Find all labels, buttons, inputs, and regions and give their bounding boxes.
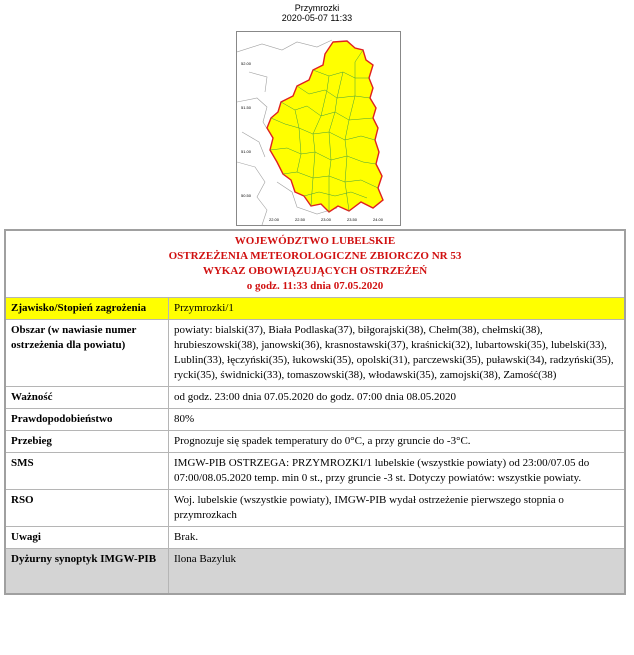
map-datetime: 2020-05-07 11:33 (281, 13, 353, 23)
warning-header (5, 230, 625, 298)
table-row (5, 490, 625, 527)
remarks-value: Brak. (169, 527, 626, 549)
table-row (5, 431, 625, 453)
table-row (5, 298, 625, 320)
header-bulletin: OSTRZEŻENIA METEOROLOGICZNE ZBIORCZO NR 53 (168, 250, 462, 262)
table-row (5, 320, 625, 387)
region-lubelskie (267, 41, 383, 212)
table-row (5, 549, 625, 595)
table-row (5, 387, 625, 409)
probability-value: 80% (169, 409, 626, 431)
rso-label: RSO (5, 490, 169, 527)
lon-label: 22.00 (269, 217, 280, 222)
synoptic-value: Ilona Bazyluk (169, 549, 626, 595)
table-row (5, 453, 625, 490)
map-caption (0, 3, 634, 23)
table-row (5, 527, 625, 549)
map-canvas (237, 32, 400, 225)
header-time: o godz. 11:33 dnia 07.05.2020 (246, 280, 384, 292)
warning-map (236, 31, 401, 226)
lon-label: 22.50 (295, 217, 306, 222)
phenomenon-value: Przymrozki/1 (169, 298, 626, 320)
lat-label: 51.50 (241, 105, 252, 110)
rso-value: Woj. lubelskie (wszystkie powiaty), IMGW-PIB wydał ostrzeżenie pierwszego stopnia o przymrozkach (169, 490, 626, 527)
phenomenon-label: Zjawisko/Stopień zagrożenia (5, 298, 169, 320)
validity-value: od godz. 23:00 dnia 07.05.2020 do godz. 07:00 dnia 08.05.2020 (169, 387, 626, 409)
map-title: Przymrozki (294, 3, 340, 13)
course-value: Prognozuje się spadek temperatury do 0°C, a przy gruncie do -3°C. (169, 431, 626, 453)
lat-label: 50.50 (241, 193, 252, 198)
lat-label: 52.00 (241, 61, 252, 66)
lat-label: 51.00 (241, 149, 252, 154)
header-list: WYKAZ OBOWIĄZUJĄCYCH OSTRZEŻEŃ (202, 265, 428, 277)
probability-label: Prawdopodobieństwo (5, 409, 169, 431)
lon-label: 24.00 (373, 217, 384, 222)
remarks-label: Uwagi (5, 527, 169, 549)
lon-label: 23.00 (321, 217, 332, 222)
sms-label: SMS (5, 453, 169, 490)
lon-label: 23.50 (347, 217, 358, 222)
sms-value: IMGW-PIB OSTRZEGA: PRZYMROZKI/1 lubelskie (wszystkie powiaty) od 23:00/07.05 do 07:00/08.05.2020 temp. min 0 st., przy gruncie -3 st. Dotyczy powiatów: wszystkie powiaty. (169, 453, 626, 490)
course-label: Przebieg (5, 431, 169, 453)
header-region: WOJEWÓDZTWO LUBELSKIE (234, 235, 396, 247)
validity-label: Ważność (5, 387, 169, 409)
table-header-row (5, 230, 625, 298)
area-label: Obszar (w nawiasie numer ostrzeżenia dla powiatu) (5, 320, 169, 387)
area-value: powiaty: bialski(37), Biała Podlaska(37), biłgorajski(38), Chełm(38), chełmski(38), hrubieszowski(38), janowski(36), krasnostawski(37), kraśnicki(32), lubartowski(35), lubelski(33), Lublin(33), łęczyński(35), łukowski(35), opolski(31), parczewski(35), puławski(34), radzyński(35), rycki(35), świdnicki(33), tomaszowski(38), włodawski(35), zamojski(38), Zamość(38) (169, 320, 626, 387)
synoptic-label: Dyżurny synoptyk IMGW-PIB (5, 549, 169, 595)
warning-table (4, 229, 626, 595)
table-row (5, 409, 625, 431)
